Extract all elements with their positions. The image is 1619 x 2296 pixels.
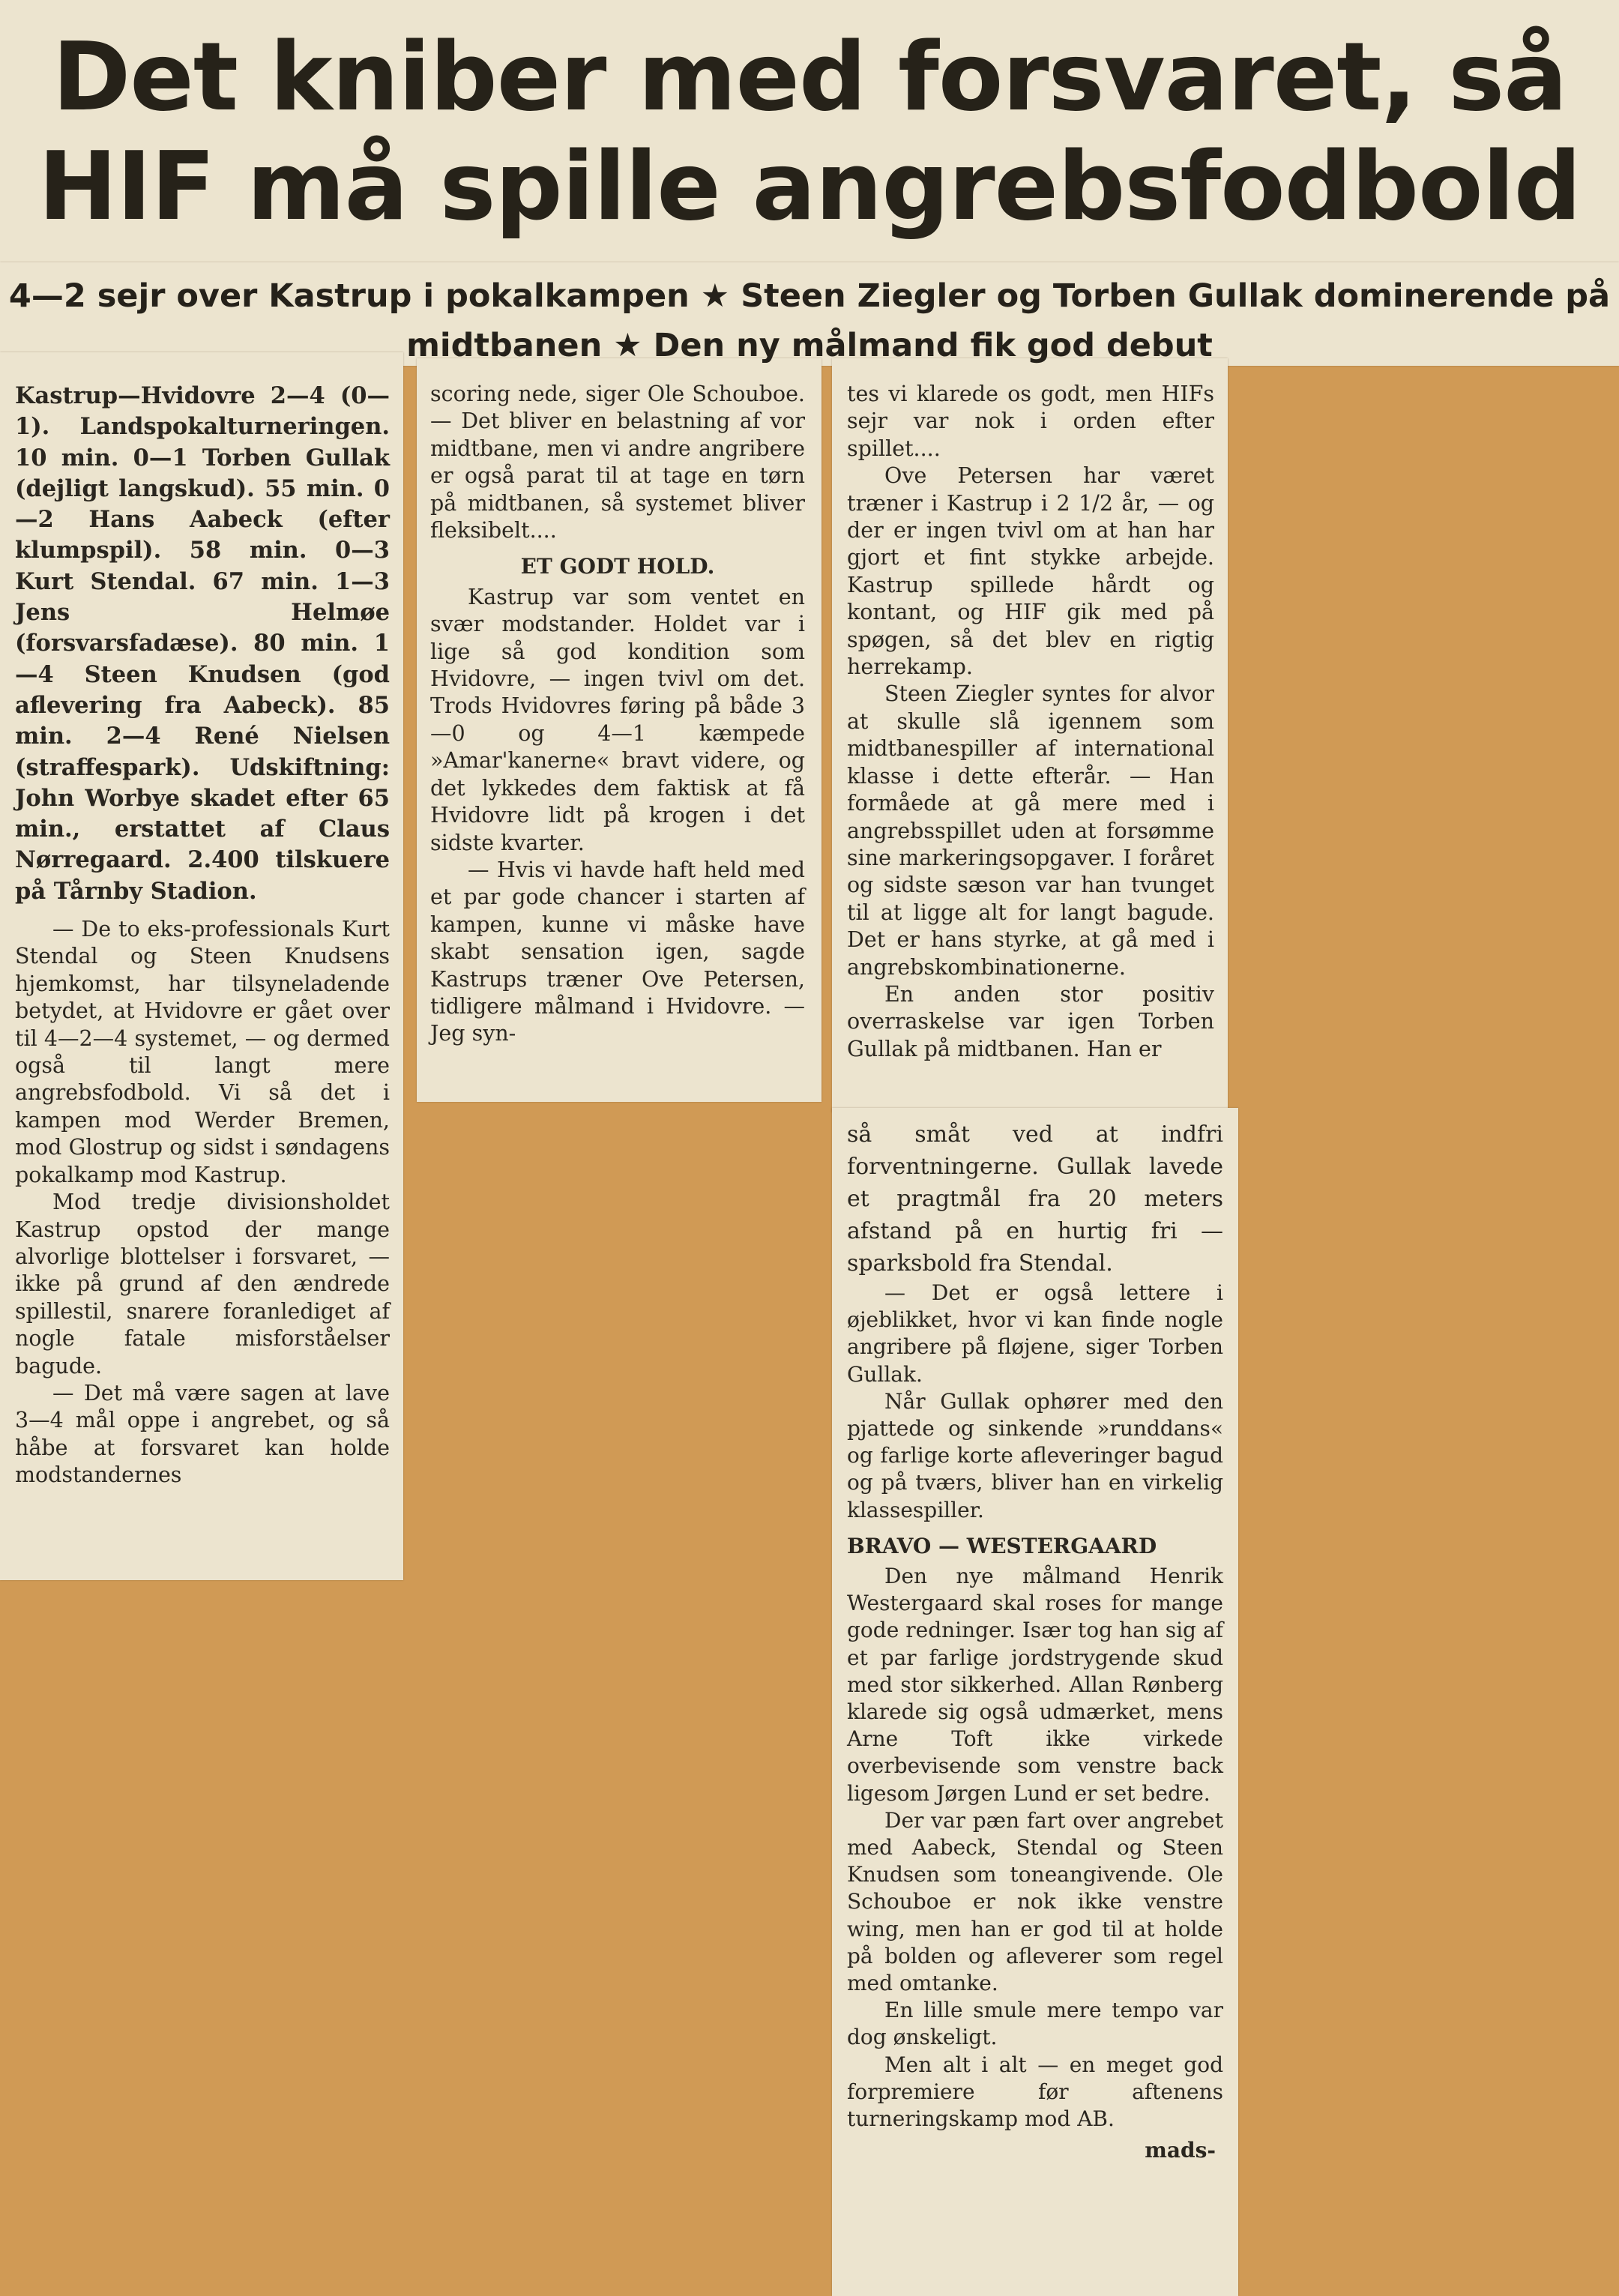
article-subheadline — [7, 271, 1612, 370]
column3b-subtitle: BRAVO — WESTERGAARD — [847, 1533, 1157, 1558]
column3b-paragraph-1: så småt ved at indfri forventningerne. Gullak lavede et pragtmål fra 20 meters afstand på en hurtig fri — sparksbold fra Stendal. — [847, 1121, 1223, 1277]
match-result-summary: Kastrup—Hvidovre 2—4 (0—1). Landspokalturneringen. 10 min. 0—1 Torben Gullak (dejligt langskud). 55 min. 0—2 Hans Aabeck (efter klumpspil). 58 min. 0—3 Kurt Stendal. 67 min. 1—3 Jens Helmøe (forsvarsfadæse). 80 min. 1—4 Steen Knudsen (god aflevering fra Aabeck). 85 min. 2—4 René Nielsen (straffespark). Udskiftning: John Worbye skadet efter 65 min., erstattet af Claus Nørregaard. 2.400 tilskuere på Tårnby Stadion. — [15, 382, 390, 905]
column3b-paragraph-3: Når Gullak ophører med den pjattede og sinkende »runddans« og farlige korte afleveringer bagud og på tværs, bliver han en virkelig klassespiller. — [847, 1388, 1223, 1522]
column1-paragraph-3: — Det må være sagen at lave 3—4 mål oppe i angrebet, og så håbe at forsvaret kan holde modstandernes — [15, 1380, 390, 1488]
column3a-paragraph-1: tes vi klarede os godt, men HIFs sejr var nok i orden efter spillet.... — [847, 382, 1214, 461]
column2-paragraph-3: — Hvis vi havde haft held med et par gode chancer i starten af kampen, kunne vi måske have skabt sensation igen, sagde Kastrups træner Ove Petersen, tidligere målmand i Hvidovre. — Jeg syn- — [430, 857, 805, 1046]
subheadline-line-1: 4—2 sejr over Kastrup i pokalkampen ★ Steen Ziegler og Torben Gullak dominerende på — [8, 277, 1611, 315]
column3b-paragraph-4: Den nye målmand Henrik Westergaard skal roses for mange gode redninger. Især tog han sig af et par farlige jordstrygende skud med stor sikkerhed. Allan Rønberg klarede sig også udmærket, mens Arne Toft ikke virkede overbevisende som venstre back ligesom Jørgen Lund er set bedre. — [847, 1564, 1223, 1806]
column1-paragraph-2: Mod tredje divisionsholdet Kastrup opstod der mange alvorlige blottelser i forsvaret, — ikke på grund af den ændrede spillestil, snarere foranlediget af nogle fatale misforståelser bagude. — [15, 1190, 390, 1378]
article-column-2 — [430, 381, 805, 1048]
article-column-3-upper — [847, 381, 1214, 1063]
column3b-paragraph-2: — Det er også lettere i øjeblikket, hvor vi kan finde nogle angribere på fløjene, siger Torben Gullak. — [847, 1280, 1223, 1387]
article-column-3-lower — [847, 1118, 1223, 2165]
column3a-paragraph-3: Steen Ziegler syntes for alvor at skulle slå igennem som midtbanespiller af international klasse i dette efterår. — Han formåede at gå mere med i angrebsspillet uden at forsømme sine markeringsopgaver. I foråret og sidste sæson var han tvunget til at ligge alt for langt bagude. Det er hans styrke, at gå med i angrebskombinationerne. — [847, 681, 1214, 980]
column1-paragraph-1: — De to eks-professionals Kurt Stendal og Steen Knudsens hjemkomst, har tilsyneladende betydet, at Hvidovre er gået over til 4—2—4 systemet, — og dermed også til langt mere angrebsfodbold. Vi så det i kampen mod Werder Bremen, mod Glostrup og sidst i søndagens pokalkamp mod Kastrup. — [15, 917, 390, 1187]
column3a-paragraph-2: Ove Petersen har været træner i Kastrup i 2 1/2 år, — og der er ingen tvivl om at han har gjort et fint stykke arbejde. Kastrup spillede hårdt og kontant, og HIF gik med på spøgen, så det blev en rigtig herrekamp. — [847, 463, 1214, 680]
article-column-1 — [15, 381, 390, 1489]
column2-paragraph-1: scoring nede, siger Ole Schouboe. — Det bliver en belastning af vor midtbane, men vi andre angribere er også parat til at tage en tørn på midtbanen, så systemet bliver fleksibelt.... — [430, 382, 805, 543]
column3b-paragraph-5: Der var pæn fart over angrebet med Aabeck, Stendal og Steen Knudsen som toneangivende. Ole Schouboe er nok ikke venstre wing, men han er god til at holde på bolden og afleverer som regel med omtanke. — [847, 1807, 1223, 1996]
article-headline — [0, 22, 1619, 241]
column3b-paragraph-7: Men alt i alt — en meget god forpremiere før aftenens turneringskamp mod AB. — [847, 2052, 1223, 2132]
column2-subtitle: ET GODT HOLD. — [520, 554, 715, 579]
headline-line-2: HIF må spille angrebsfodbold — [38, 131, 1581, 241]
column3b-paragraph-6: En lille smule mere tempo var dog ønskeligt. — [847, 1998, 1223, 2050]
column3a-paragraph-4: En anden stor positiv overraskelse var igen Torben Gullak på midtbanen. Han er — [847, 981, 1214, 1061]
headline-line-1: Det kniber med forsvaret, så — [52, 22, 1567, 132]
subheadline-line-2: midtbanen ★ Den ny målmand fik god debut — [406, 327, 1213, 364]
column2-paragraph-2: Kastrup var som ventet en svær modstander. Holdet var i lige så god kondition som Hvidovre, — ingen tvivl om det. Trods Hvidovres føring på både 3—0 og 4—1 kæmpede »Amar'kanerne« bravt videre, og det lykkedes dem faktisk at få Hvidovre lidt på krogen i det sidste kvarter. — [430, 584, 805, 855]
author-signature: mads- — [1145, 2138, 1216, 2163]
